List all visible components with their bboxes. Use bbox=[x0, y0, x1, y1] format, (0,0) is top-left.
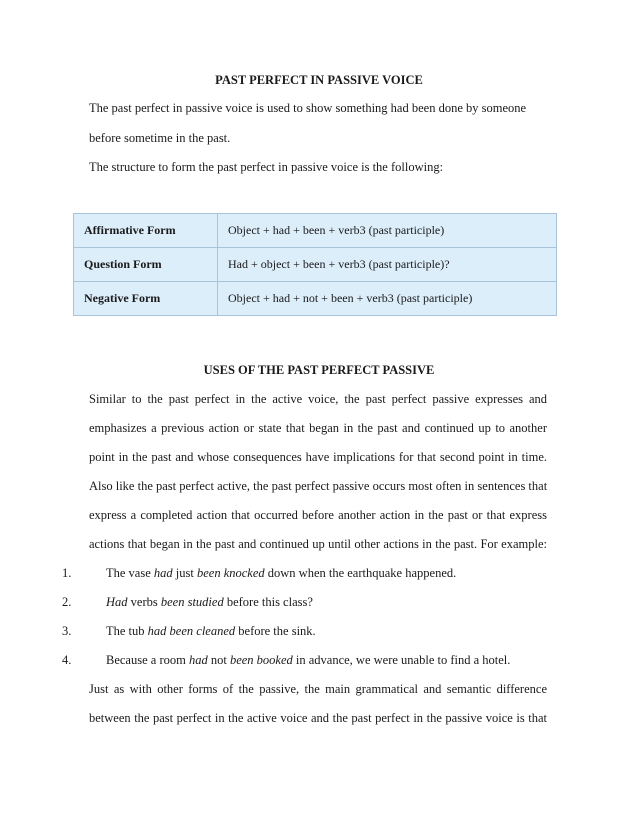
uses-heading: USES OF THE PAST PERFECT PASSIVE bbox=[203, 363, 435, 377]
table-row bbox=[74, 282, 557, 316]
intro-line-3: The structure to form the past perfect in passive voice is the following: bbox=[89, 160, 444, 174]
closing-line: Just as with other forms of the passive, the main grammatical and semantic difference bbox=[89, 682, 547, 696]
table-row bbox=[74, 248, 557, 282]
example-number: 3. bbox=[62, 624, 72, 638]
example-number: 2. bbox=[62, 595, 72, 609]
form-label: Affirmative Form bbox=[74, 214, 218, 248]
example-item: The tub had been cleaned before the sink. bbox=[106, 624, 316, 638]
form-label: Question Form bbox=[74, 248, 218, 282]
page-title: PAST PERFECT IN PASSIVE VOICE bbox=[215, 73, 423, 87]
example-number: 1. bbox=[62, 566, 72, 580]
forms-table bbox=[73, 213, 557, 316]
uses-line: Also like the past perfect active, the past perfect passive occurs most often in sentences that bbox=[89, 479, 548, 493]
form-formula: Object + had + been + verb3 (past participle) bbox=[218, 214, 557, 248]
uses-line: express a completed action that occurred before another action in the past or that express bbox=[89, 508, 547, 522]
form-formula: Had + object + been + verb3 (past participle)? bbox=[218, 248, 557, 282]
form-formula: Object + had + not + been + verb3 (past participle) bbox=[218, 282, 557, 316]
uses-line: emphasizes a previous action or state that began in the past and continued up to another bbox=[89, 421, 547, 435]
example-item: Because a room had not been booked in advance, we were unable to find a hotel. bbox=[106, 653, 511, 667]
uses-line: actions that began in the past and continued up until other actions in the past. For example: bbox=[89, 537, 547, 551]
example-number: 4. bbox=[62, 653, 72, 667]
intro-line-1: The past perfect in passive voice is used to show something had been done by someone bbox=[89, 101, 527, 115]
uses-line: Similar to the past perfect in the active voice, the past perfect passive expresses and bbox=[89, 392, 547, 406]
closing-line: between the past perfect in the active voice and the past perfect in the passive voice is that bbox=[89, 711, 547, 725]
example-item: The vase had just been knocked down when the earthquake happened. bbox=[106, 566, 457, 580]
intro-line-2: before sometime in the past. bbox=[89, 131, 231, 145]
example-item: Had verbs been studied before this class? bbox=[106, 595, 313, 609]
table-row bbox=[74, 214, 557, 248]
form-label: Negative Form bbox=[74, 282, 218, 316]
uses-line: point in the past and whose consequences have implications for that second point in time. bbox=[89, 450, 547, 464]
